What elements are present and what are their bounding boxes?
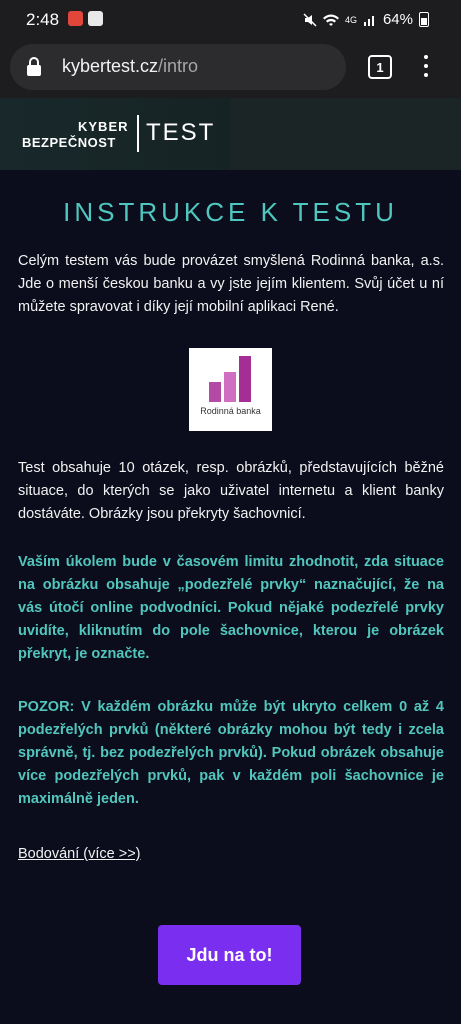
url-text[interactable] — [62, 56, 198, 77]
logo-bar — [239, 356, 251, 402]
status-indicators — [303, 11, 429, 28]
site-header — [0, 98, 461, 170]
bank-logo-text: Rodinná banka — [200, 406, 261, 416]
logo-line-2: BEZPEČNOST — [22, 135, 116, 150]
menu-dot — [424, 55, 428, 59]
page-title: INSTRUKCE K TESTU — [63, 197, 398, 227]
task-paragraph: Vaším úkolem bude v časovém limitu zhodnotit, zda situace na obrázku obsahuje „podezřelé prvky“ naznačující, že na vás útočí online podvodníci. Pokud nějaké podezřelé prvky uvidíte, kliknutím do pole šachovnice, kterou je obrázek překryt, je označte. — [18, 554, 444, 662]
warning-paragraph: POZOR: V každém obrázku může být ukryto celkem 0 až 4 podezřelých prvků (některé obrázky mohou být tedy i zcela správně, tj. bez podezřelých prvků). Pokud obrázek obsahuje více podezřelých prvků, pak v každém poli šachovnice je maximálně jeden. — [18, 699, 444, 807]
status-time: 2:48 — [26, 10, 60, 29]
url-host: kybertest.cz — [62, 56, 159, 76]
logo-line-1: KYBER — [78, 119, 129, 134]
bank-logo — [189, 348, 272, 431]
address-bar[interactable] — [10, 44, 346, 90]
menu-dot — [424, 73, 428, 77]
tab-switcher-button[interactable]: 1 — [368, 55, 392, 79]
mute-icon — [303, 13, 317, 27]
logo-test: TEST — [146, 119, 216, 146]
lock-icon — [26, 57, 42, 77]
logo-bar — [209, 382, 221, 402]
gallery-notification-icon — [88, 11, 103, 26]
browser-menu-button[interactable] — [418, 53, 434, 79]
scoring-link[interactable]: Bodování (více >>) — [18, 846, 141, 862]
network-type: 4G — [344, 14, 357, 25]
intro-paragraph: Celým testem vás bude provázet smyšlená Rodinná banka, a.s. Jde o menší českou banku a vy jste jejím klientem. Svůj účet u ní můžete spravovat i díky její mobilní aplikaci René. — [18, 253, 444, 315]
signal-icon — [363, 13, 377, 27]
status-bar — [0, 0, 461, 38]
logo-bar — [224, 372, 236, 402]
browser-toolbar — [0, 38, 461, 98]
app-notification-icon — [68, 11, 83, 26]
menu-dot — [424, 64, 428, 68]
logo-divider — [137, 115, 139, 152]
site-logo[interactable] — [0, 98, 230, 170]
wifi-icon — [323, 13, 339, 27]
battery-icon — [419, 12, 429, 27]
battery-percent: 64% — [382, 11, 413, 28]
start-test-button[interactable]: Jdu na to! — [158, 925, 301, 985]
test-description: Test obsahuje 10 otázek, resp. obrázků, představujících běžné situace, do kterých se jako uživatel internetu a klient banky dostáváte. Obrázky jsou překryty šachovnicí. — [18, 460, 444, 522]
url-path: /intro — [158, 56, 199, 76]
